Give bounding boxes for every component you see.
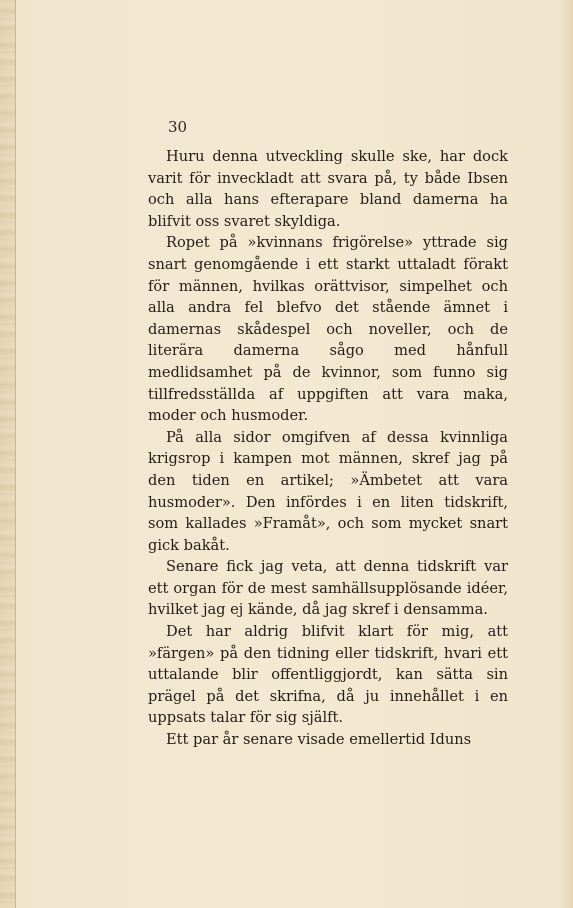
paragraph-4: Senare fick jag veta, att denna tidskrift var ett organ för de mest samhällsupplösande idéer, hvilket jag ej kände, då jag skref i densamma. [148,558,508,619]
page-edge [0,0,16,908]
body-text [148,146,508,751]
page-number: 30 [168,118,188,136]
paragraph-3: På alla sidor omgifven af dessa kvinnliga krigsrop i kampen mot männen, skref jag på den tiden en artikel; »Ämbetet att vara husmoder». Den infördes i en liten tidskrift, som kallades »Framåt», och som mycket snart gick bakåt. [148,428,508,554]
paragraph-2: Ropet på »kvinnans frigörelse» yttrade sig snart genomgående i ett starkt uttaladt förakt för männen, hvilkas orättvisor, simpelhet och alla andra fel blefvo det stående ämnet i damernas skådespel och noveller, och de literära damerna sågo med hånfull medlidsamhet på de kvinnor, som funno sig tillfredsställda af uppgiften att vara maka, moder och husmoder. [148,234,508,425]
paragraph-1: Huru denna utveckling skulle ske, har dock varit för inveckladt att svara på, ty både Ibsen och alla hans efterapare bland damerna ha blifvit oss svaret skyldiga. [148,148,508,230]
page-edge-line [15,0,16,908]
paragraph-5: Det har aldrig blifvit klart för mig, att »färgen» på den tidning eller tidskrift, hvari ett uttalande blir offentliggjordt, kan sätta sin prägel på det skrifna, då ju innehållet i en uppsats talar för sig själft. [148,623,508,727]
paragraph-6: Ett par år senare visade emellertid Iduns [166,731,472,749]
